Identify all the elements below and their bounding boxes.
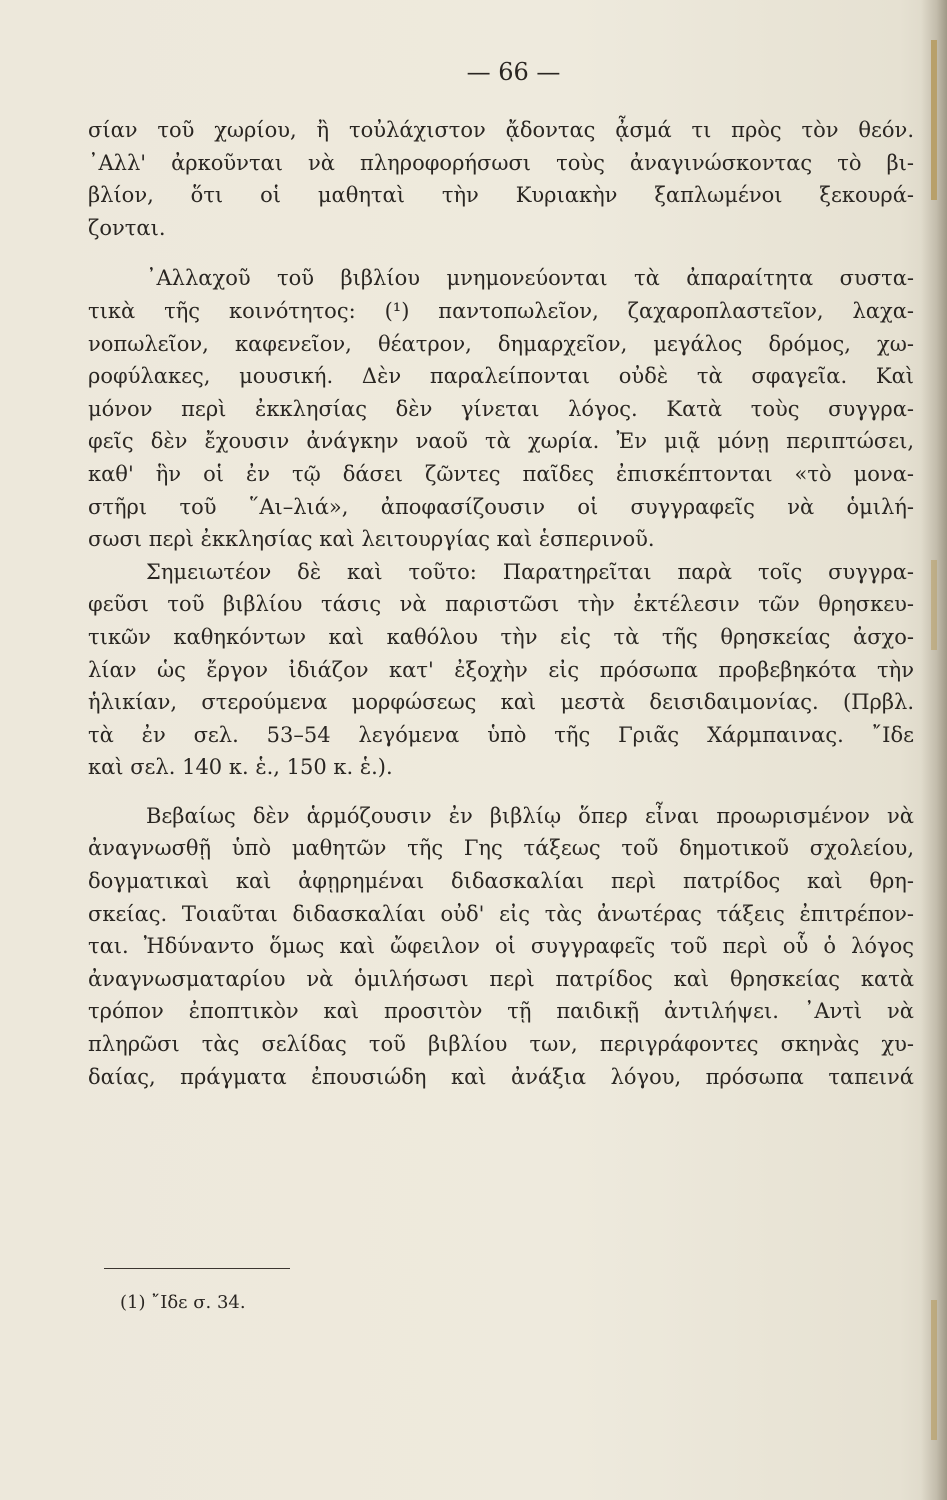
- text-line: δογματικαὶ καὶ ἀφῃρημέναι διδασκαλίαι περὶ πατρίδος καὶ θρη-: [88, 869, 914, 894]
- text-line: φεῦσι τοῦ βιβλίου τάσις νὰ παριστῶσι τὴν ἐκτέλεσιν τῶν θρησκευ-: [88, 592, 914, 617]
- text-line: σωσι περὶ ἐκκλησίας καὶ λειτουργίας καὶ ἑσπερινοῦ.: [88, 527, 655, 552]
- text-line: δαίας, πράγματα ἐπουσιώδη καὶ ἀνάξια λόγου, πρόσωπα ταπεινά: [88, 1064, 914, 1089]
- text-line: σίαν τοῦ χωρίου, ἢ τοὐλάχιστον ᾄδοντας ᾆσμά τι πρὸς τὸν θεόν.: [88, 118, 914, 142]
- text-line: καὶ σελ. 140 κ. ἑ., 150 κ. ἑ.).: [88, 755, 393, 780]
- paragraph: [88, 800, 914, 1093]
- footnote: (1) ῎Ιδε σ. 34.: [120, 1292, 246, 1313]
- text-line: βλίον, ὅτι οἱ μαθηταὶ τὴν Κυριακὴν ξαπλωμένοι ξεκουρά-: [88, 183, 914, 208]
- footnote-divider: [104, 1268, 290, 1269]
- text-line: φεῖς δὲν ἔχουσιν ἀνάγκην ναοῦ τὰ χωρία. Ἐν μιᾷ μόνῃ περιπτώσει,: [88, 429, 914, 454]
- text-line: ζονται.: [88, 215, 166, 240]
- page-number: — 66 —: [466, 58, 561, 86]
- text-line: τρόπον ἐποπτικὸν καὶ προσιτὸν τῇ παιδικῇ ἀντιλήψει. ᾿Αντὶ νὰ: [88, 999, 914, 1024]
- text-line: λίαν ὡς ἔργον ἰδιάζον κατ' ἐξοχὴν εἰς πρόσωπα προβεβηκότα τὴν: [88, 657, 914, 682]
- text-line: πληρῶσι τὰς σελίδας τοῦ βιβλίου των, περιγράφοντες σκηνὰς χυ-: [88, 1032, 914, 1057]
- paragraph: [88, 556, 914, 784]
- text-line: τὰ ἐν σελ. 53–54 λεγόμενα ὑπὸ τῆς Γριᾶς Χάρμπαινας. ῎Ιδε: [88, 722, 914, 747]
- body-text: [88, 114, 914, 1093]
- page-edge-mark: [931, 1300, 937, 1440]
- text-line: τικὰ τῆς κοινότητος: (¹) παντοπωλεῖον, ζαχαροπλαστεῖον, λαχα-: [88, 298, 914, 323]
- text-line: Βεβαίως δὲν ἁρμόζουσιν ἐν βιβλίῳ ὅπερ εἶναι προωρισμένον νὰ: [146, 803, 914, 828]
- text-line: σκείας. Τοιαῦται διδασκαλίαι οὐδ' εἰς τὰς ἀνωτέρας τάξεις ἐπιτρέπον-: [88, 901, 914, 926]
- paragraph: [88, 262, 914, 555]
- text-line: νοπωλεῖον, καφενεῖον, θέατρον, δημαρχεῖον, μεγάλος δρόμος, χω-: [88, 331, 914, 356]
- text-line: μόνον περὶ ἐκκλησίας δὲν γίνεται λόγος. Κατὰ τοὺς συγγρα-: [88, 396, 914, 421]
- text-line: στῆρι τοῦ ῞Αι–λιά», ἀποφασίζουσιν οἱ συγγραφεῖς νὰ ὁμιλή-: [88, 494, 914, 519]
- text-line: ἡλικίαν, στερούμενα μορφώσεως καὶ μεστὰ δεισιδαιμονίας. (Πρβλ.: [88, 690, 914, 715]
- text-line: ἀναγνωσματαρίου νὰ ὁμιλήσωσι περὶ πατρίδος καὶ θρησκείας κατὰ: [88, 966, 914, 991]
- page-edge-shadow: [921, 0, 947, 1500]
- text-line: καθ' ἣν οἱ ἐν τῷ δάσει ζῶντες παῖδες ἐπισκέπτονται «τὸ μονα-: [88, 461, 914, 486]
- text-line: ᾿Αλλαχοῦ τοῦ βιβλίου μνημονεύονται τὰ ἀπαραίτητα συστα-: [146, 266, 914, 291]
- text-line: ἀναγνωσθῇ ὑπὸ μαθητῶν τῆς Γης τάξεως τοῦ δημοτικοῦ σχολείου,: [88, 836, 914, 861]
- text-line: τικῶν καθηκόντων καὶ καθόλου τὴν εἰς τὰ τῆς θρησκείας ἀσχο-: [88, 624, 914, 649]
- paragraph: [88, 114, 914, 244]
- text-line: ται. Ἠδύναντο ὅμως καὶ ὤφειλον οἱ συγγραφεῖς τοῦ περὶ οὗ ὁ λόγος: [88, 934, 914, 959]
- page-edge-mark: [931, 560, 937, 650]
- text-line: ροφύλακες, μουσική. Δὲν παραλείπονται οὐδὲ τὰ σφαγεῖα. Καὶ: [88, 364, 914, 389]
- text-line: ᾿Αλλ' ἀρκοῦνται νὰ πληροφορήσωσι τοὺς ἀναγινώσκοντας τὸ βι-: [88, 150, 914, 175]
- text-line: Σημειωτέον δὲ καὶ τοῦτο: Παρατηρεῖται παρὰ τοῖς συγγρα-: [146, 559, 914, 584]
